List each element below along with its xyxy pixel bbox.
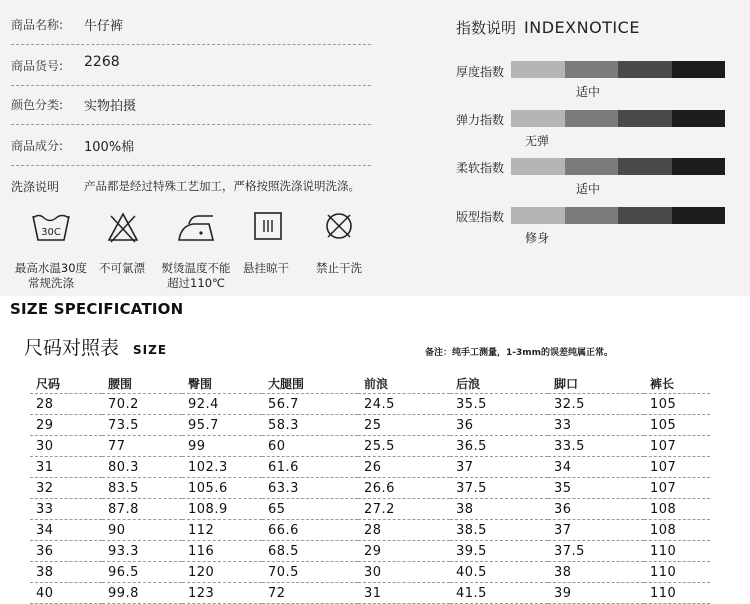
table-cell: 70.5 bbox=[262, 562, 358, 583]
table-cell: 61.6 bbox=[262, 457, 358, 478]
index-notice-title bbox=[456, 17, 640, 38]
table-cell: 63.3 bbox=[262, 478, 358, 499]
table-cell: 36.5 bbox=[450, 436, 548, 457]
care-label-bleach-line1: 不可氯漂 bbox=[99, 261, 145, 275]
table-cell: 36 bbox=[548, 499, 644, 520]
index-bar-seg bbox=[672, 158, 726, 175]
index-bar-seg bbox=[618, 61, 672, 78]
product-color-row bbox=[11, 84, 371, 125]
table-cell: 34 bbox=[30, 520, 102, 541]
table-cell: 102.3 bbox=[182, 457, 262, 478]
table-cell: 107 bbox=[644, 478, 710, 499]
index-bar-seg bbox=[565, 110, 619, 127]
index-title-en: INDEXNOTICE bbox=[524, 18, 640, 37]
table-cell: 33 bbox=[30, 499, 102, 520]
care-label-hang bbox=[237, 261, 295, 276]
table-cell: 37.5 bbox=[548, 541, 644, 562]
table-cell: 93.3 bbox=[102, 541, 182, 562]
header-hip: 臀围 bbox=[182, 374, 262, 394]
table-cell: 105 bbox=[644, 415, 710, 436]
size-specification-heading: SIZE SPECIFICATION bbox=[10, 300, 184, 318]
table-row bbox=[30, 583, 710, 604]
care-label-iron bbox=[160, 261, 232, 291]
size-table bbox=[30, 374, 710, 604]
table-cell: 56.7 bbox=[262, 394, 358, 415]
table-cell: 60 bbox=[262, 436, 358, 457]
table-cell: 26.6 bbox=[358, 478, 450, 499]
size-chart-title-en: SIZE bbox=[133, 343, 168, 357]
table-cell: 83.5 bbox=[102, 478, 182, 499]
table-cell: 29 bbox=[358, 541, 450, 562]
table-cell: 110 bbox=[644, 562, 710, 583]
table-cell: 37.5 bbox=[450, 478, 548, 499]
index-bar-seg bbox=[672, 110, 726, 127]
header-length: 裤长 bbox=[644, 374, 710, 394]
table-cell: 25 bbox=[358, 415, 450, 436]
table-cell: 96.5 bbox=[102, 562, 182, 583]
header-thigh: 大腿围 bbox=[262, 374, 358, 394]
table-row bbox=[30, 478, 710, 499]
table-cell: 108 bbox=[644, 520, 710, 541]
table-cell: 26 bbox=[358, 457, 450, 478]
table-cell: 95.7 bbox=[182, 415, 262, 436]
table-cell: 40 bbox=[30, 583, 102, 604]
table-cell: 31 bbox=[358, 583, 450, 604]
elasticity-index-bar bbox=[511, 110, 725, 127]
hang-dry-icon bbox=[253, 210, 283, 242]
header-back-rise: 后浪 bbox=[450, 374, 548, 394]
softness-index-label: 柔软指数 bbox=[456, 161, 505, 175]
table-cell: 110 bbox=[644, 541, 710, 562]
product-code-value: 2268 bbox=[84, 54, 120, 70]
table-cell: 28 bbox=[358, 520, 450, 541]
product-code-label: 商品货号: bbox=[11, 59, 64, 73]
table-row bbox=[30, 541, 710, 562]
elasticity-index-value: 无弹 bbox=[525, 134, 550, 148]
table-cell: 24.5 bbox=[358, 394, 450, 415]
table-cell: 38 bbox=[30, 562, 102, 583]
iron-icon bbox=[175, 210, 217, 244]
index-bar-seg bbox=[618, 110, 672, 127]
table-cell: 116 bbox=[182, 541, 262, 562]
table-cell: 39.5 bbox=[450, 541, 548, 562]
index-bar-seg bbox=[618, 158, 672, 175]
table-row bbox=[30, 436, 710, 457]
table-cell: 66.6 bbox=[262, 520, 358, 541]
table-cell: 108.9 bbox=[182, 499, 262, 520]
table-cell: 31 bbox=[30, 457, 102, 478]
table-cell: 40.5 bbox=[450, 562, 548, 583]
table-cell: 38 bbox=[450, 499, 548, 520]
table-cell: 33.5 bbox=[548, 436, 644, 457]
table-cell: 99 bbox=[182, 436, 262, 457]
product-color-label: 颜色分类: bbox=[11, 98, 64, 112]
table-cell: 28 bbox=[30, 394, 102, 415]
index-bar-seg bbox=[511, 61, 565, 78]
table-cell: 70.2 bbox=[102, 394, 182, 415]
table-cell: 108 bbox=[644, 499, 710, 520]
index-bar-seg bbox=[511, 207, 565, 224]
table-row bbox=[30, 457, 710, 478]
product-name-label: 商品名称: bbox=[11, 18, 64, 32]
table-cell: 99.8 bbox=[102, 583, 182, 604]
index-bar-seg bbox=[565, 207, 619, 224]
care-label-hang-line1: 悬挂晾干 bbox=[243, 261, 289, 275]
table-cell: 38.5 bbox=[450, 520, 548, 541]
table-cell: 92.4 bbox=[182, 394, 262, 415]
table-cell: 107 bbox=[644, 436, 710, 457]
table-cell: 120 bbox=[182, 562, 262, 583]
product-name-value: 牛仔裤 bbox=[84, 19, 124, 34]
wash-instructions-row bbox=[11, 170, 371, 200]
size-table-body bbox=[30, 394, 710, 604]
fit-index-label: 版型指数 bbox=[456, 210, 505, 224]
wash-label: 洗涤说明 bbox=[11, 180, 60, 194]
product-color-value: 实物拍摄 bbox=[84, 99, 137, 114]
table-cell: 36 bbox=[450, 415, 548, 436]
table-cell: 41.5 bbox=[450, 583, 548, 604]
table-cell: 107 bbox=[644, 457, 710, 478]
table-cell: 38 bbox=[548, 562, 644, 583]
care-label-bleach bbox=[94, 261, 150, 276]
index-bar-seg bbox=[565, 61, 619, 78]
table-cell: 34 bbox=[548, 457, 644, 478]
table-row bbox=[30, 520, 710, 541]
table-cell: 37 bbox=[450, 457, 548, 478]
wash-value: 产品都是经过特殊工艺加工，严格按照洗涤说明洗涤。 bbox=[84, 179, 360, 193]
size-table-header bbox=[30, 374, 710, 394]
product-material-value: 100%棉 bbox=[84, 140, 135, 155]
table-cell: 36 bbox=[30, 541, 102, 562]
table-cell: 33 bbox=[548, 415, 644, 436]
table-cell: 87.8 bbox=[102, 499, 182, 520]
wash-30-icon bbox=[30, 210, 72, 244]
care-label-wash-line2: 常规洗涤 bbox=[28, 276, 74, 290]
index-bar-seg bbox=[565, 158, 619, 175]
size-chart-title bbox=[24, 333, 167, 360]
thickness-index-value: 适中 bbox=[576, 85, 601, 99]
product-material-label: 商品成分: bbox=[11, 139, 64, 153]
table-cell: 90 bbox=[102, 520, 182, 541]
table-cell: 112 bbox=[182, 520, 262, 541]
table-cell: 32.5 bbox=[548, 394, 644, 415]
table-cell: 30 bbox=[358, 562, 450, 583]
elasticity-index-label: 弹力指数 bbox=[456, 113, 505, 127]
index-bar-seg bbox=[618, 207, 672, 224]
measurement-note: 备注：纯手工测量，1-3mm的误差纯属正常。 bbox=[425, 348, 614, 358]
wash-temp-text: 30C bbox=[41, 227, 61, 238]
index-bar-seg bbox=[672, 61, 726, 78]
table-cell: 80.3 bbox=[102, 457, 182, 478]
table-cell: 73.5 bbox=[102, 415, 182, 436]
index-bar-seg bbox=[511, 110, 565, 127]
table-cell: 25.5 bbox=[358, 436, 450, 457]
no-dry-clean-icon bbox=[323, 210, 355, 242]
thickness-index-label: 厚度指数 bbox=[456, 65, 505, 79]
care-label-wash bbox=[8, 261, 94, 291]
table-cell: 110 bbox=[644, 583, 710, 604]
header-leg-opening: 脚口 bbox=[548, 374, 644, 394]
softness-index-value: 适中 bbox=[576, 182, 601, 196]
table-cell: 39 bbox=[548, 583, 644, 604]
table-row bbox=[30, 394, 710, 415]
care-label-dryclean bbox=[310, 261, 368, 276]
softness-index-bar bbox=[511, 158, 725, 175]
header-front-rise: 前浪 bbox=[358, 374, 450, 394]
no-bleach-icon bbox=[106, 210, 140, 244]
table-row bbox=[30, 562, 710, 583]
table-row bbox=[30, 499, 710, 520]
header-waist: 腰围 bbox=[102, 374, 182, 394]
table-cell: 105 bbox=[644, 394, 710, 415]
table-cell: 35.5 bbox=[450, 394, 548, 415]
table-cell: 35 bbox=[548, 478, 644, 499]
index-title-cn: 指数说明 bbox=[456, 19, 517, 37]
fit-index-bar bbox=[511, 207, 725, 224]
care-label-wash-line1: 最高水温30度 bbox=[14, 261, 88, 275]
table-cell: 72 bbox=[262, 583, 358, 604]
table-cell: 37 bbox=[548, 520, 644, 541]
care-label-dryclean-line1: 禁止干洗 bbox=[316, 261, 362, 275]
index-bar-seg bbox=[672, 207, 726, 224]
table-cell: 123 bbox=[182, 583, 262, 604]
table-cell: 105.6 bbox=[182, 478, 262, 499]
table-cell: 29 bbox=[30, 415, 102, 436]
header-size: 尺码 bbox=[30, 374, 102, 394]
table-cell: 27.2 bbox=[358, 499, 450, 520]
product-code-row bbox=[11, 45, 371, 86]
table-cell: 32 bbox=[30, 478, 102, 499]
fit-index-value: 修身 bbox=[525, 231, 550, 245]
index-bar-seg bbox=[511, 158, 565, 175]
care-label-iron-line1: 熨烫温度不能 bbox=[161, 261, 231, 275]
size-chart-title-cn: 尺码对照表 bbox=[24, 337, 120, 359]
table-cell: 65 bbox=[262, 499, 358, 520]
table-row bbox=[30, 415, 710, 436]
table-cell: 68.5 bbox=[262, 541, 358, 562]
product-material-row bbox=[11, 125, 371, 166]
thickness-index-bar bbox=[511, 61, 725, 78]
care-label-iron-line2: 超过110℃ bbox=[167, 276, 225, 290]
table-cell: 77 bbox=[102, 436, 182, 457]
table-cell: 58.3 bbox=[262, 415, 358, 436]
product-name-row bbox=[11, 4, 371, 45]
table-cell: 30 bbox=[30, 436, 102, 457]
